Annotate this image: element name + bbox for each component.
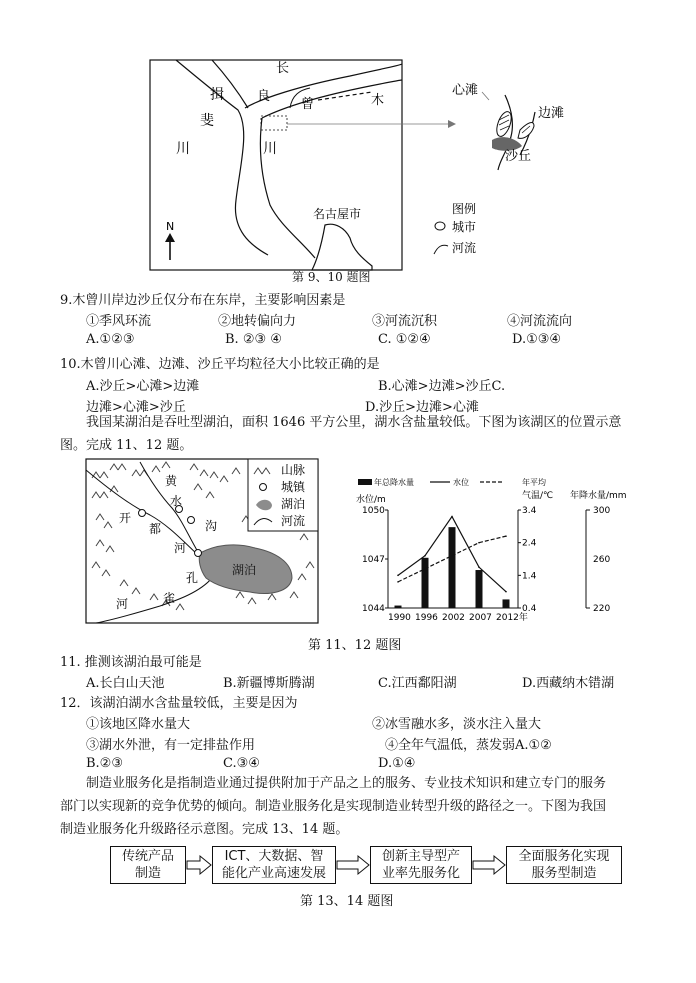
intro1-line1: 我国某湖泊是吞吐型湖泊，面积 1646 平方公里，湖水含盐量较低。下图为该湖区的位置示意 [86,415,622,430]
flow-step-1-line1: 传统产品 [121,849,174,864]
temp-tick-label: 2.4 [522,538,537,549]
flow-step-2-line2: 能化产业高速发展 [221,866,326,881]
label-mu: 木 [371,93,385,108]
axis-label-temp: 气温/℃ [522,491,554,501]
inset-biantan-shape [518,123,534,139]
legend-precip-swatch [358,479,372,485]
precip-bar [449,527,456,608]
water-level-point [451,516,453,518]
label-fei: 斐 [200,113,214,129]
q12-b: B.②③ [86,756,123,771]
axis-label-precip: 年降水量/mm [570,491,627,501]
q12-opt1: ①该地区降水量大 [86,717,191,732]
flow-step-4-line1: 全面服务化实现 [518,849,610,864]
water-level-point [397,575,399,577]
level-tick-label: 1050 [362,506,385,516]
map-frame [150,60,402,270]
x-tick-label: 1996 [415,613,438,623]
q12-opt2: ②冰雪融水多，淡水注入量大 [372,717,542,732]
figure-lake-map [0,455,340,635]
legend-river: 河流 [452,241,477,255]
q9-a: A.①②③ [86,332,135,347]
inset-shaqiu: 沙丘 [505,149,532,164]
label-liang: 良 [257,89,271,104]
q10-d: D.沙丘>边滩>心滩 [365,400,479,415]
q12-stem: 12．该湖泊湖水含盐量较低，主要是因为 [60,696,298,711]
q11-stem: 11. 推测该湖泊最可能是 [60,655,202,670]
flow-arrow-2 [337,856,369,874]
q12-opt4: ④全年气温低，蒸发弱A.①② [385,738,552,753]
q12-d: D.①④ [378,756,416,771]
q9-stem: 9.木曾川岸边沙丘仅分布在东岸，主要影响因素是 [60,293,346,308]
map-label-kai: 开 [119,511,132,525]
precip-bar [476,570,483,608]
flow-arrow-1 [187,856,211,874]
legend-town: 城镇 [281,480,306,494]
temp-tick-label: 3.4 [522,506,537,516]
flow-caption: 第 13、14 题图 [300,894,394,909]
q10-b: B.心滩>边滩>沙丘C. [378,379,506,394]
town-huangshui-2 [188,517,195,524]
label-yi: 揖 [210,87,224,103]
level-tick-label: 1047 [362,555,385,565]
flow-step-3-line1: 创新主导型产 [381,849,460,864]
inset-xintan: 心滩 [452,83,479,98]
lake-climate-chart [340,470,680,630]
water-level-point [424,555,426,557]
map-label-que: 雀 [163,591,176,605]
kiso-river-inner [260,118,315,258]
legend-mountain: 山脉 [281,463,306,477]
axis-label-level: 水位/m [356,495,386,505]
q11-d: D.西藏纳木错湖 [522,676,615,691]
label-zeng: 曾 [301,97,315,112]
q11-b: B.新疆博斯腾湖 [223,676,315,691]
precip-tick-label: 220 [593,604,611,614]
flow-step-2-line1: ICT、大数据、智 [224,849,324,864]
intro2-line1: 制造业服务化是指制造业通过提供附加于产品之上的服务、专业技术知识和建立专门的服务 [86,776,607,791]
x-tick-label: 1990 [388,613,411,623]
town-kaidu [139,510,146,517]
label-north: N [166,220,175,233]
figure-kiso-river-map [0,0,696,290]
legend-level: 水位 [453,478,469,487]
flow-arrow-3 [473,856,505,874]
map-label-he1: 河 [174,541,187,555]
temperature-point [478,542,480,544]
legend-river-2: 河流 [281,514,306,528]
map-label-lake: 湖泊 [232,563,257,577]
q12-c: C.③④ [223,756,260,771]
temperature-point [505,535,507,537]
legend-city-symbol [435,222,445,230]
map-label-kong: 孔 [186,571,199,585]
q10-a: A.沙丘>心滩>边滩 [86,379,200,394]
q9-c: C. ①②④ [378,332,431,347]
label-city: 名古屋市 [313,207,362,221]
x-tick-label: 2002 [442,613,465,623]
precip-bar [395,606,402,608]
map-label-he2: 河 [116,597,129,611]
flow-step-4-line2: 服务型制造 [531,866,597,881]
legend-town-symbol [260,484,267,491]
water-level-point [478,566,480,568]
precip-bar [422,558,429,608]
map-label-gou: 沟 [205,519,218,533]
water-level-point [505,591,507,593]
q11-a: A.长白山天池 [86,676,165,691]
town-lakeside [195,550,202,557]
label-chuan2: 川 [263,141,277,157]
q10-c: 边滩>心滩>沙丘 [86,400,186,415]
north-arrow-head [165,233,175,242]
map-label-shui: 水 [170,494,183,508]
intro2-line3: 制造业服务化升级路径示意图。完成 13、14 题。 [60,822,349,837]
legend-temp-header: 年平均 [522,478,546,487]
x-tick-label: 2007 [469,613,492,623]
temp-tick-label: 1.4 [522,571,537,582]
x-tick-label: 2012年 [496,613,528,623]
inset-biantan: 边滩 [538,106,565,121]
label-chang: 长 [276,61,290,76]
legend-city: 城市 [452,220,477,234]
legend-precip: 年总降水量 [374,478,414,487]
detail-box [261,116,287,130]
ise-bay-coast [312,224,372,270]
temperature-point [424,568,426,570]
precip-tick-label: 300 [593,506,611,516]
legend-lake: 湖泊 [281,497,306,511]
flow-step-1-line2: 制造 [134,866,161,881]
flow-arrows [0,850,696,880]
q9-opt3: ③河流沉积 [372,314,438,329]
legend-title: 图例 [452,202,477,216]
legend-river-symbol [434,245,448,254]
map-label-huang: 黄 [165,474,178,488]
temp-tick-label: 0.4 [522,604,537,614]
q9-opt2: ②地转偏向力 [218,314,297,329]
q9-opt4: ④河流流向 [507,314,573,329]
q11-c: C.江西鄱阳湖 [378,676,457,691]
fig2-caption: 第 11、12 题图 [308,638,402,653]
flow-step-3-line2: 业率先服务化 [381,866,460,881]
label-chuan1: 川 [176,141,190,157]
precip-tick-label: 260 [593,555,611,565]
temperature-point [451,555,453,557]
pointer-arrowhead [448,120,456,128]
temperature-point [397,581,399,583]
q9-opt1: ①季风环流 [86,314,152,329]
fig1-caption: 第 9、10 题图 [292,270,371,284]
q12-opt3: ③湖水外泄，有一定排盐作用 [86,738,256,753]
intro2-line2: 部门以实现新的竞争优势的倾向。制造业服务化是实现制造业转型升级的路径之一。下图为我国 [60,799,607,814]
q9-b: B. ②③ ④ [225,332,282,347]
intro1-line2: 图。完成 11、12 题。 [60,438,193,453]
map-label-du: 都 [149,522,162,536]
level-tick-label: 1044 [362,604,385,614]
q9-d: D.①③④ [512,332,562,347]
precip-bar [503,599,510,608]
q10-stem: 10.木曾川心滩、边滩、沙丘平均粒径大小比较正确的是 [60,357,380,372]
